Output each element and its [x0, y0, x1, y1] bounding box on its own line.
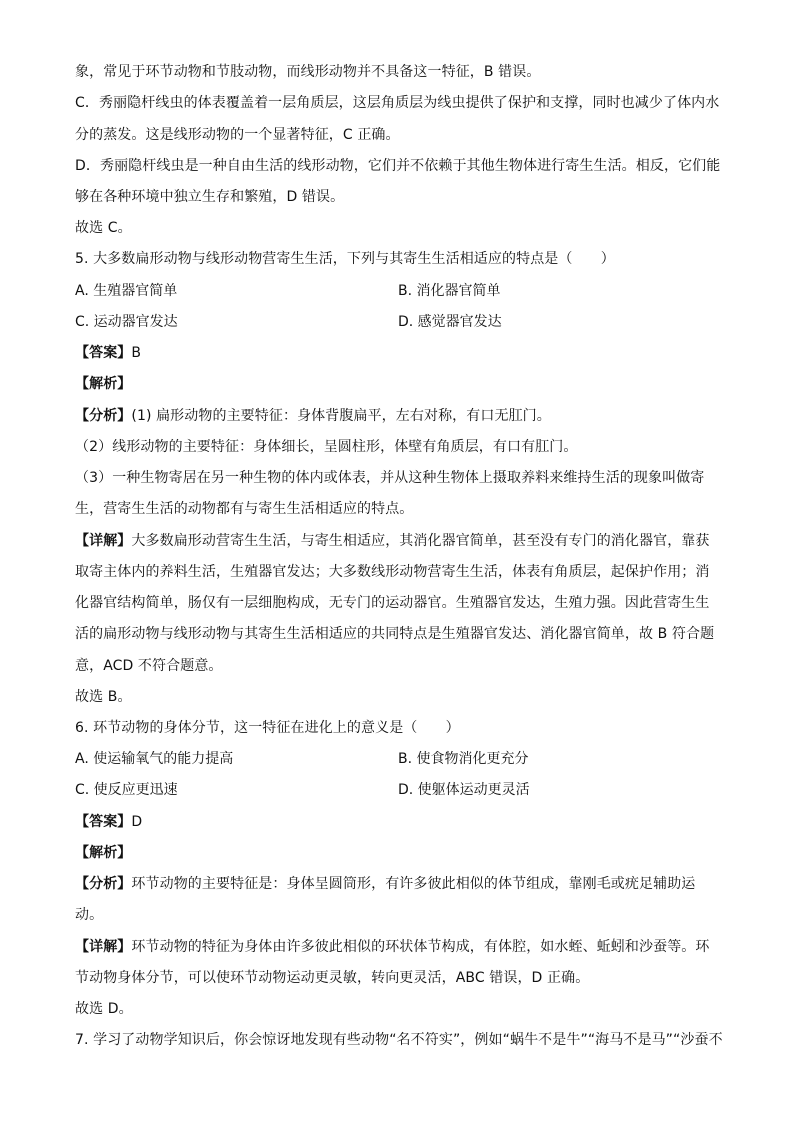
- answer-tag: 【答案】: [75, 345, 132, 361]
- fenxi-text: (1) 扁形动物的主要特征：身体背腹扁平，左右对称，有口无肛门。: [131, 408, 551, 424]
- text-line: C．秀丽隐杆线虫的体表覆盖着一层角质层，这层角质层为线虫提供了保护和支撑，同时也减少了体内水: [75, 95, 720, 111]
- xiangjie-text: 大多数扁形动营寄生生活，与寄生相适应，其消化器官简单，甚至没有专门的消化器官，靠获: [131, 533, 710, 549]
- q5-fenxi-line: [75, 405, 725, 427]
- q6-option-c: C. 使反应更迅速: [75, 782, 178, 798]
- q6-xiangjie-line: [75, 936, 725, 958]
- answer-value: D: [131, 814, 143, 830]
- text-line: 生，营寄生生活的动物都有与寄生生活相适应的特点。: [75, 501, 414, 517]
- text-line: （3）一种生物寄居在另一种生物的体内或体表，并从这种生物体上摄取养料来维持生活的现象叫做寄: [75, 470, 705, 486]
- text-line: 意，ACD 不符合题意。: [75, 658, 223, 674]
- q5-jiexi-tag: 【解析】: [75, 376, 132, 392]
- xiangjie-text: 环节动物的特征为身体由许多彼此相似的环状体节构成，有体腔，如水蛭、蚯蚓和沙蚕等。环: [131, 939, 710, 955]
- q6-option-a: A. 使运输氧气的能力提高: [75, 751, 234, 767]
- q6-fenxi-line: [75, 873, 725, 895]
- conclusion-text: 故选 C。: [75, 220, 132, 236]
- q6-option-d: D. 使躯体运动更灵活: [398, 782, 530, 798]
- q6-jiexi-tag: 【解析】: [75, 845, 132, 861]
- q5-option-c: C. 运动器官发达: [75, 314, 178, 330]
- text-line: 够在各种环境中独立生存和繁殖，D 错误。: [75, 189, 345, 205]
- answer-value: B: [131, 345, 142, 361]
- q5-option-a: A. 生殖器官简单: [75, 283, 178, 299]
- text-line: D．秀丽隐杆线虫是一种自由生活的线形动物，它们并不依赖于其他生物体进行寄生生活。相反，它们能: [75, 158, 721, 174]
- text-line: 分的蒸发。这是线形动物的一个显著特征，C 正确。: [75, 127, 400, 143]
- conclusion-text: 故选 B。: [75, 689, 132, 705]
- conclusion-text: 故选 D。: [75, 1001, 133, 1017]
- question-6-stem: 6. 环节动物的身体分节，这一特征在进化上的意义是（ ）: [75, 720, 460, 736]
- q6-answer: [75, 811, 725, 833]
- text-line: 活的扁形动物与线形动物与其寄生生活相适应的共同特点是生殖器官发达、消化器官简单，故 B 符合题: [75, 626, 715, 642]
- fenxi-tag: 【分析】: [75, 408, 132, 424]
- q5-option-b: B. 消化器官简单: [398, 283, 501, 299]
- q5-option-d: D. 感觉器官发达: [398, 314, 502, 330]
- q6-option-b: B. 使食物消化更充分: [398, 751, 529, 767]
- xiangjie-tag: 【详解】: [75, 533, 132, 549]
- fenxi-text: 环节动物的主要特征是：身体呈圆筒形，有许多彼此相似的体节组成，靠刚毛或疣足辅助运: [131, 876, 696, 892]
- text-line: 化器官结构简单，肠仅有一层细胞构成，无专门的运动器官。生殖器官发达，生殖力强。因此营寄生生: [75, 595, 710, 611]
- question-7-stem: 7. 学习了动物学知识后，你会惊讶地发现有些动物“名不符实”，例如“蜗牛不是牛”“海马不是马”“沙蚕不: [75, 1032, 723, 1048]
- question-5-stem: 5. 大多数扁形动物与线形动物营寄生生活，下列与其寄生生活相适应的特点是（ ）: [75, 251, 615, 267]
- text-line: （2）线形动物的主要特征：身体细长，呈圆柱形，体壁有角质层，有口有肛门。: [75, 439, 578, 455]
- text-line: 节动物身体分节，可以使环节动物运动更灵敏，转向更灵活，ABC 错误，D 正确。: [75, 970, 590, 986]
- text-line: 取寄主体内的养料生活，生殖器官发达；大多数线形动物营寄生生活，体表有角质层，起保护作用；消: [75, 564, 710, 580]
- q5-xiangjie-line: [75, 530, 725, 552]
- fenxi-tag: 【分析】: [75, 876, 132, 892]
- xiangjie-tag: 【详解】: [75, 939, 132, 955]
- text-line: 象，常见于环节动物和节肢动物，而线形动物并不具备这一特征，B 错误。: [75, 64, 541, 80]
- q5-answer: [75, 342, 725, 364]
- answer-tag: 【答案】: [75, 814, 132, 830]
- text-line: 动。: [75, 907, 104, 923]
